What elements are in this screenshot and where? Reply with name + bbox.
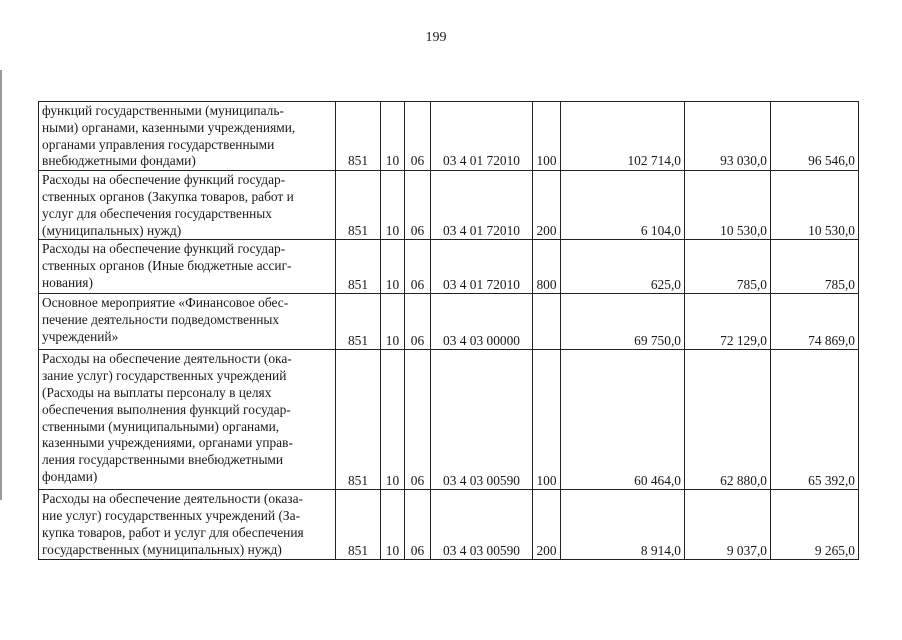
section-cell: 10 [381,102,405,171]
desc-cell: Расходы на обеспечение функций государ- ственных органов (Иные бюджетные ассиг- нования) [39,240,336,294]
type-cell: 100 [533,102,561,171]
type-cell [533,294,561,350]
table-row [39,490,859,560]
table-body [39,102,859,560]
type-cell: 100 [533,350,561,490]
value-2020-cell: 62 880,0 [685,350,771,490]
desc-cell: Расходы на обеспечение функций государ- ственных органов (Закупка товаров, работ и услуг для обеспечения государственных (муниципальных) нужд) [39,171,336,240]
code-cell: 851 [336,102,381,171]
value-2019-cell: 625,0 [561,240,685,294]
desc-cell: функций государственными (муниципаль- ными) органами, казенными учреждениями, органами управления государственными внебюджетными фондами) [39,102,336,171]
budget-table [38,101,859,560]
section-cell: 10 [381,350,405,490]
page-number: 199 [425,30,447,45]
desc-cell: Расходы на обеспечение деятельности (оказа- ние услуг) государственных учреждений (За- купка товаров, работ и услуг для обеспечения государственных (муниципальных) нужд) [39,490,336,560]
value-2019-cell: 8 914,0 [561,490,685,560]
table-row [39,102,859,171]
type-cell: 200 [533,171,561,240]
value-2020-cell: 785,0 [685,240,771,294]
value-2021-cell: 785,0 [771,240,859,294]
subsection-cell: 06 [405,294,431,350]
desc-cell: Расходы на обеспечение деятельности (ока- зание услуг) государственных учреждений (Расходы на выплаты персоналу в целях обеспечения выполнения функций государ- ственными (муниципальными) органами, казенными учреждениями, органами управ- ления государственными внебюджетными фондами) [39,350,336,490]
scan-edge-shadow [0,70,2,500]
value-2019-cell: 60 464,0 [561,350,685,490]
value-2020-cell: 72 129,0 [685,294,771,350]
table-row [39,294,859,350]
value-2020-cell: 93 030,0 [685,102,771,171]
code-cell: 851 [336,350,381,490]
target-cell: 03 4 03 00000 [431,294,533,350]
section-cell: 10 [381,490,405,560]
subsection-cell: 06 [405,171,431,240]
target-cell: 03 4 01 72010 [431,171,533,240]
table-row [39,350,859,490]
table-row [39,240,859,294]
value-2021-cell: 9 265,0 [771,490,859,560]
subsection-cell: 06 [405,102,431,171]
code-cell: 851 [336,240,381,294]
target-cell: 03 4 03 00590 [431,350,533,490]
desc-cell: Основное мероприятие «Финансовое обес- печение деятельности подведомственных учреждений» [39,294,336,350]
subsection-cell: 06 [405,240,431,294]
type-cell: 200 [533,490,561,560]
value-2020-cell: 9 037,0 [685,490,771,560]
value-2019-cell: 102 714,0 [561,102,685,171]
subsection-cell: 06 [405,490,431,560]
target-cell: 03 4 03 00590 [431,490,533,560]
value-2021-cell: 10 530,0 [771,171,859,240]
subsection-cell: 06 [405,350,431,490]
type-cell: 800 [533,240,561,294]
value-2021-cell: 65 392,0 [771,350,859,490]
target-cell: 03 4 01 72010 [431,240,533,294]
target-cell: 03 4 01 72010 [431,102,533,171]
value-2021-cell: 74 869,0 [771,294,859,350]
code-cell: 851 [336,490,381,560]
table-row [39,171,859,240]
value-2019-cell: 69 750,0 [561,294,685,350]
code-cell: 851 [336,171,381,240]
value-2019-cell: 6 104,0 [561,171,685,240]
value-2021-cell: 96 546,0 [771,102,859,171]
section-cell: 10 [381,171,405,240]
value-2020-cell: 10 530,0 [685,171,771,240]
code-cell: 851 [336,294,381,350]
section-cell: 10 [381,240,405,294]
section-cell: 10 [381,294,405,350]
